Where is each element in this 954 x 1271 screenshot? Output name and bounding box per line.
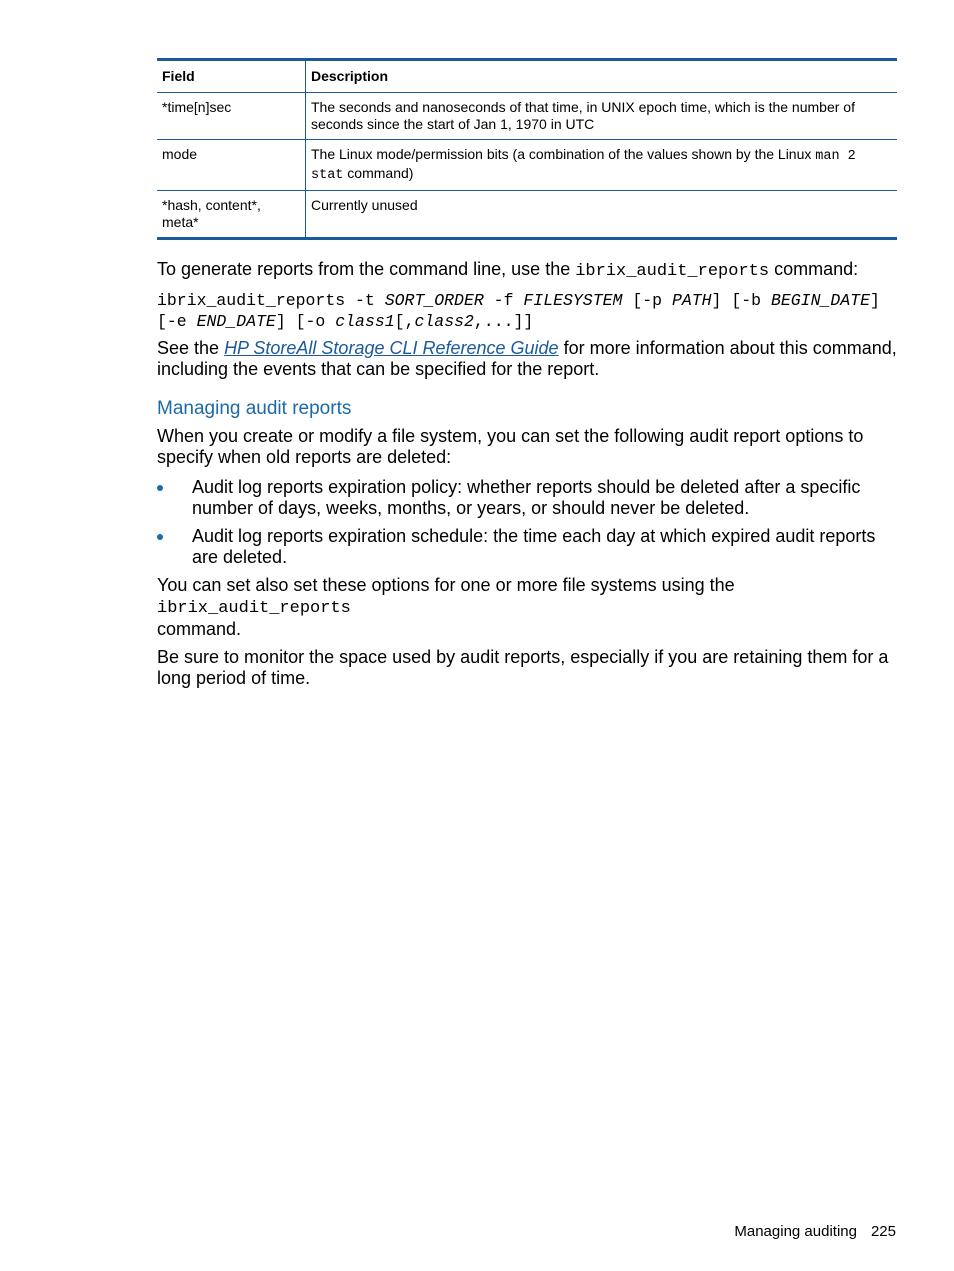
syntax-text: [-e (157, 312, 197, 331)
syntax-param: END_DATE (196, 312, 276, 331)
field-cell: mode (157, 140, 306, 191)
syntax-param: PATH (671, 291, 712, 310)
syntax-text: [, (394, 312, 415, 331)
syntax-param: BEGIN_DATE (770, 291, 870, 310)
set-text: You can set also set these options for one or more file systems using the (157, 575, 735, 595)
intro-paragraph (157, 259, 897, 282)
set-paragraph (157, 575, 897, 640)
table-row (157, 191, 897, 239)
description-cell (306, 140, 898, 191)
list-item (157, 526, 897, 568)
when-paragraph: When you create or modify a file system, you can set the following audit report options to specify when old reports are deleted: (157, 426, 864, 467)
column-header-description: Description (306, 60, 898, 93)
section-heading: Managing audit reports (157, 398, 352, 419)
field-cell: *time[n]sec (157, 93, 306, 140)
see-text: for more information about this command, including the events that can be specified for the report. (157, 338, 897, 379)
syntax-param: class1 (335, 312, 395, 331)
syntax-param: class2 (414, 312, 474, 331)
intro-text: command: (769, 259, 859, 279)
description-cell: The seconds and nanoseconds of that time, in UNIX epoch time, which is the number of seconds since the start of Jan 1, 1970 in UTC (306, 93, 898, 140)
see-paragraph (157, 338, 897, 380)
inline-code: man 2 stat (311, 149, 856, 183)
description-text: The Linux mode/permission bits (a combination of the values shown by the Linux (311, 146, 816, 162)
list-item-text: Audit log reports expiration schedule: the time each day at which expired audit reports are deleted. (192, 526, 876, 567)
set-text: command. (157, 619, 242, 639)
options-list (157, 477, 897, 568)
syntax-param: SORT_ORDER (384, 291, 484, 310)
monitor-paragraph: Be sure to monitor the space used by audit reports, especially if you are retaining them for a long period of time. (157, 647, 889, 688)
page-footer (734, 1223, 896, 1241)
inline-code: ibrix_audit_reports (575, 262, 770, 281)
page-content (157, 58, 897, 689)
syntax-text: ] (870, 291, 880, 310)
field-cell: *hash, content*, meta* (157, 191, 306, 239)
cli-reference-guide-link[interactable]: HP StoreAll Storage CLI Reference Guide (224, 338, 559, 358)
list-item (157, 477, 897, 519)
footer-section-title: Managing auditing (734, 1223, 857, 1240)
list-item-text: Audit log reports expiration policy: whether reports should be deleted after a specific number of days, weeks, months, or years, or should never be deleted. (192, 477, 861, 518)
intro-text: To generate reports from the command line, use the (157, 259, 576, 279)
syntax-text: ] [-b (711, 291, 771, 310)
description-cell: Currently unused (311, 197, 418, 213)
description-text: command) (343, 165, 414, 181)
syntax-text: -f (483, 291, 524, 310)
syntax-text: ,...]] (473, 312, 534, 331)
bullet-icon (157, 485, 163, 491)
inline-code: ibrix_audit_reports (157, 599, 351, 618)
see-text: See the (157, 338, 225, 358)
syntax-param: FILESYSTEM (523, 291, 623, 310)
table-row (157, 93, 897, 140)
column-header-field: Field (157, 60, 306, 93)
syntax-text: ibrix_audit_reports -t (157, 291, 385, 310)
syntax-text: [-p (622, 291, 672, 310)
page-number: 225 (870, 1223, 896, 1240)
syntax-text: ] [-o (275, 312, 336, 331)
table-row (157, 140, 897, 191)
bullet-icon (157, 534, 163, 540)
table-header-row (157, 60, 897, 93)
field-table (157, 58, 897, 240)
command-syntax (157, 290, 897, 332)
